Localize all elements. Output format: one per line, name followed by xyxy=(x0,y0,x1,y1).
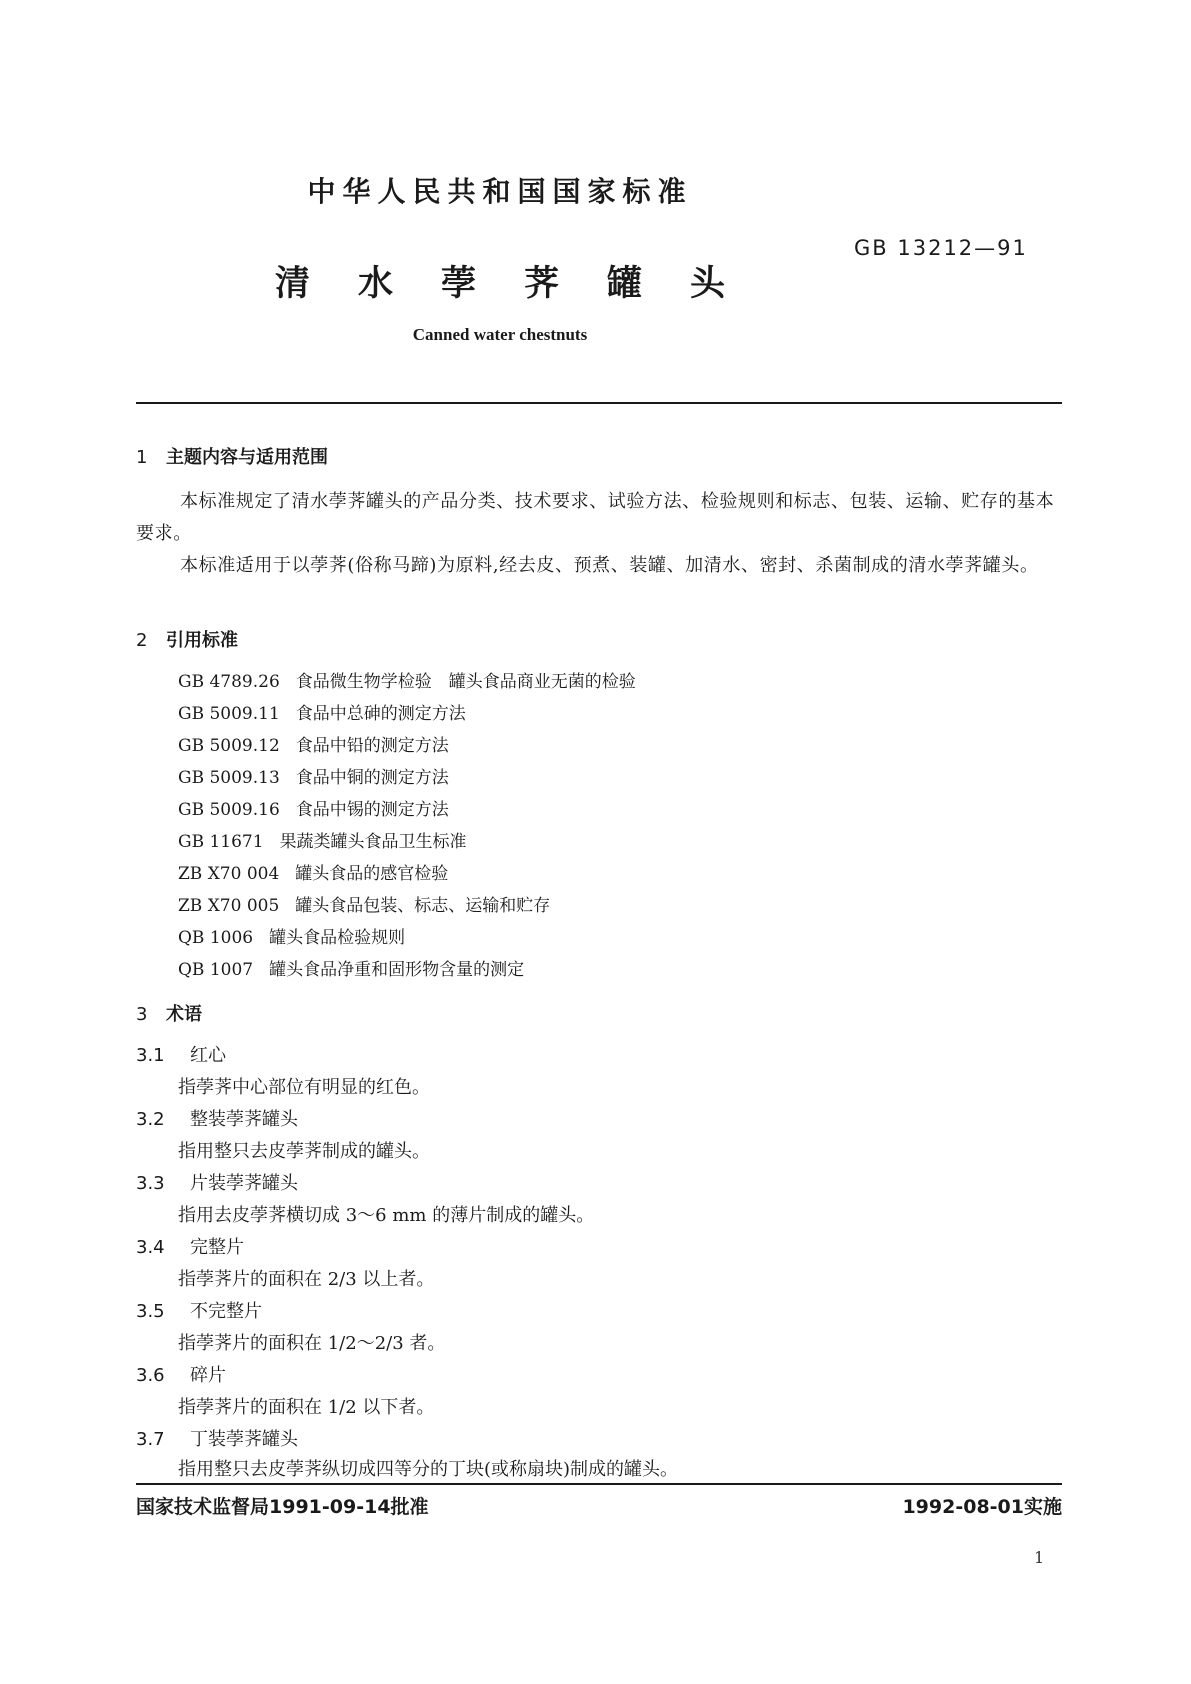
term-name: 片装荸荠罐头 xyxy=(190,1173,298,1194)
reference-title: 罐头食品净重和固形物含量的测定 xyxy=(269,960,525,980)
term-number: 3.4 xyxy=(136,1237,165,1258)
section-2-heading xyxy=(136,626,238,652)
section-2-number: 2 xyxy=(136,630,148,651)
reference-item xyxy=(178,731,449,756)
term-name: 丁装荸荠罐头 xyxy=(190,1429,298,1450)
reference-code: QB 1006 xyxy=(178,928,254,948)
document-title: 清水荸荠罐头 xyxy=(274,264,773,304)
term-name: 完整片 xyxy=(190,1237,244,1258)
reference-code: GB 11671 xyxy=(178,832,264,852)
reference-code: ZB X70 004 xyxy=(178,864,280,884)
section-1-title: 主题内容与适用范围 xyxy=(166,447,328,468)
term-number: 3.6 xyxy=(136,1365,165,1386)
term-name: 整装荸荠罐头 xyxy=(190,1109,298,1130)
section-3-number: 3 xyxy=(136,1004,148,1025)
page-number: 1 xyxy=(1034,1548,1045,1567)
term-heading xyxy=(136,1169,298,1195)
section-1-heading xyxy=(136,443,328,469)
term-heading xyxy=(136,1297,262,1323)
term-definition: 指荸荠片的面积在 1/2～2/3 者。 xyxy=(178,1333,446,1354)
reference-title: 食品中铅的测定方法 xyxy=(295,736,449,756)
reference-item xyxy=(178,827,467,852)
implementation-date: 1992-08-01实施 xyxy=(902,1496,1062,1518)
term-number: 3.7 xyxy=(136,1429,165,1450)
national-standard-heading: 中华人民共和国国家标准 xyxy=(307,175,693,208)
term-heading xyxy=(136,1105,298,1131)
reference-title: 食品中总砷的测定方法 xyxy=(295,704,466,724)
term-heading xyxy=(136,1233,244,1259)
section-1-paragraph-1: 本标准规定了清水荸荠罐头的产品分类、技术要求、试验方法、检验规则和标志、包装、运输、贮存的基本要求。 xyxy=(136,491,1055,544)
term-definition: 指用去皮荸荠横切成 3～6 mm 的薄片制成的罐头。 xyxy=(178,1205,595,1226)
section-2-title: 引用标准 xyxy=(166,630,238,651)
reference-title: 食品微生物学检验 罐头食品商业无菌的检验 xyxy=(295,672,636,692)
term-definition: 指荸荠中心部位有明显的红色。 xyxy=(178,1077,430,1098)
reference-code: GB 5009.11 xyxy=(178,704,280,724)
term-name: 不完整片 xyxy=(190,1301,262,1322)
reference-item xyxy=(178,859,448,884)
term-definition: 指荸荠片的面积在 2/3 以上者。 xyxy=(178,1269,435,1290)
reference-item xyxy=(178,955,524,980)
reference-code: GB 5009.16 xyxy=(178,800,280,820)
term-name: 碎片 xyxy=(190,1365,226,1386)
reference-code: GB 5009.13 xyxy=(178,768,280,788)
reference-item xyxy=(178,891,550,916)
reference-item xyxy=(178,699,466,724)
section-1-number: 1 xyxy=(136,447,148,468)
reference-title: 食品中锡的测定方法 xyxy=(295,800,449,820)
approval-statement: 国家技术监督局1991-09-14批准 xyxy=(136,1496,429,1518)
standard-code: GB 13212—91 xyxy=(854,236,1028,260)
section-3-heading xyxy=(136,1000,202,1026)
reference-title: 罐头食品包装、标志、运输和贮存 xyxy=(295,896,551,916)
term-heading xyxy=(136,1425,298,1451)
term-heading xyxy=(136,1361,226,1387)
term-heading xyxy=(136,1041,226,1067)
term-number: 3.2 xyxy=(136,1109,165,1130)
term-name: 红心 xyxy=(190,1045,226,1066)
section-1-paragraph-2: 本标准适用于以荸荠(俗称马蹄)为原料,经去皮、预煮、装罐、加清水、密封、杀菌制成的清水荸荠罐头。 xyxy=(180,555,1039,576)
reference-item xyxy=(178,795,449,820)
reference-code: QB 1007 xyxy=(178,960,254,980)
reference-title: 果蔬类罐头食品卫生标准 xyxy=(279,832,467,852)
section-3-title: 术语 xyxy=(166,1004,202,1025)
term-definition: 指用整只去皮荸荠制成的罐头。 xyxy=(178,1141,430,1162)
term-definition: 指用整只去皮荸荠纵切成四等分的丁块(或称扇块)制成的罐头。 xyxy=(178,1459,679,1480)
reference-item xyxy=(178,763,449,788)
reference-item xyxy=(178,667,636,692)
reference-title: 食品中铜的测定方法 xyxy=(295,768,449,788)
reference-code: GB 4789.26 xyxy=(178,672,280,692)
term-number: 3.1 xyxy=(136,1045,165,1066)
reference-code: ZB X70 005 xyxy=(178,896,280,916)
term-number: 3.5 xyxy=(136,1301,165,1322)
reference-title: 罐头食品的感官检验 xyxy=(295,864,449,884)
term-definition: 指荸荠片的面积在 1/2 以下者。 xyxy=(178,1397,435,1418)
footer-divider xyxy=(136,1483,1062,1485)
term-number: 3.3 xyxy=(136,1173,165,1194)
reference-title: 罐头食品检验规则 xyxy=(269,928,406,948)
english-title: Canned water chestnuts xyxy=(412,325,588,344)
reference-item xyxy=(178,923,405,948)
header-divider xyxy=(136,402,1062,404)
reference-code: GB 5009.12 xyxy=(178,736,280,756)
